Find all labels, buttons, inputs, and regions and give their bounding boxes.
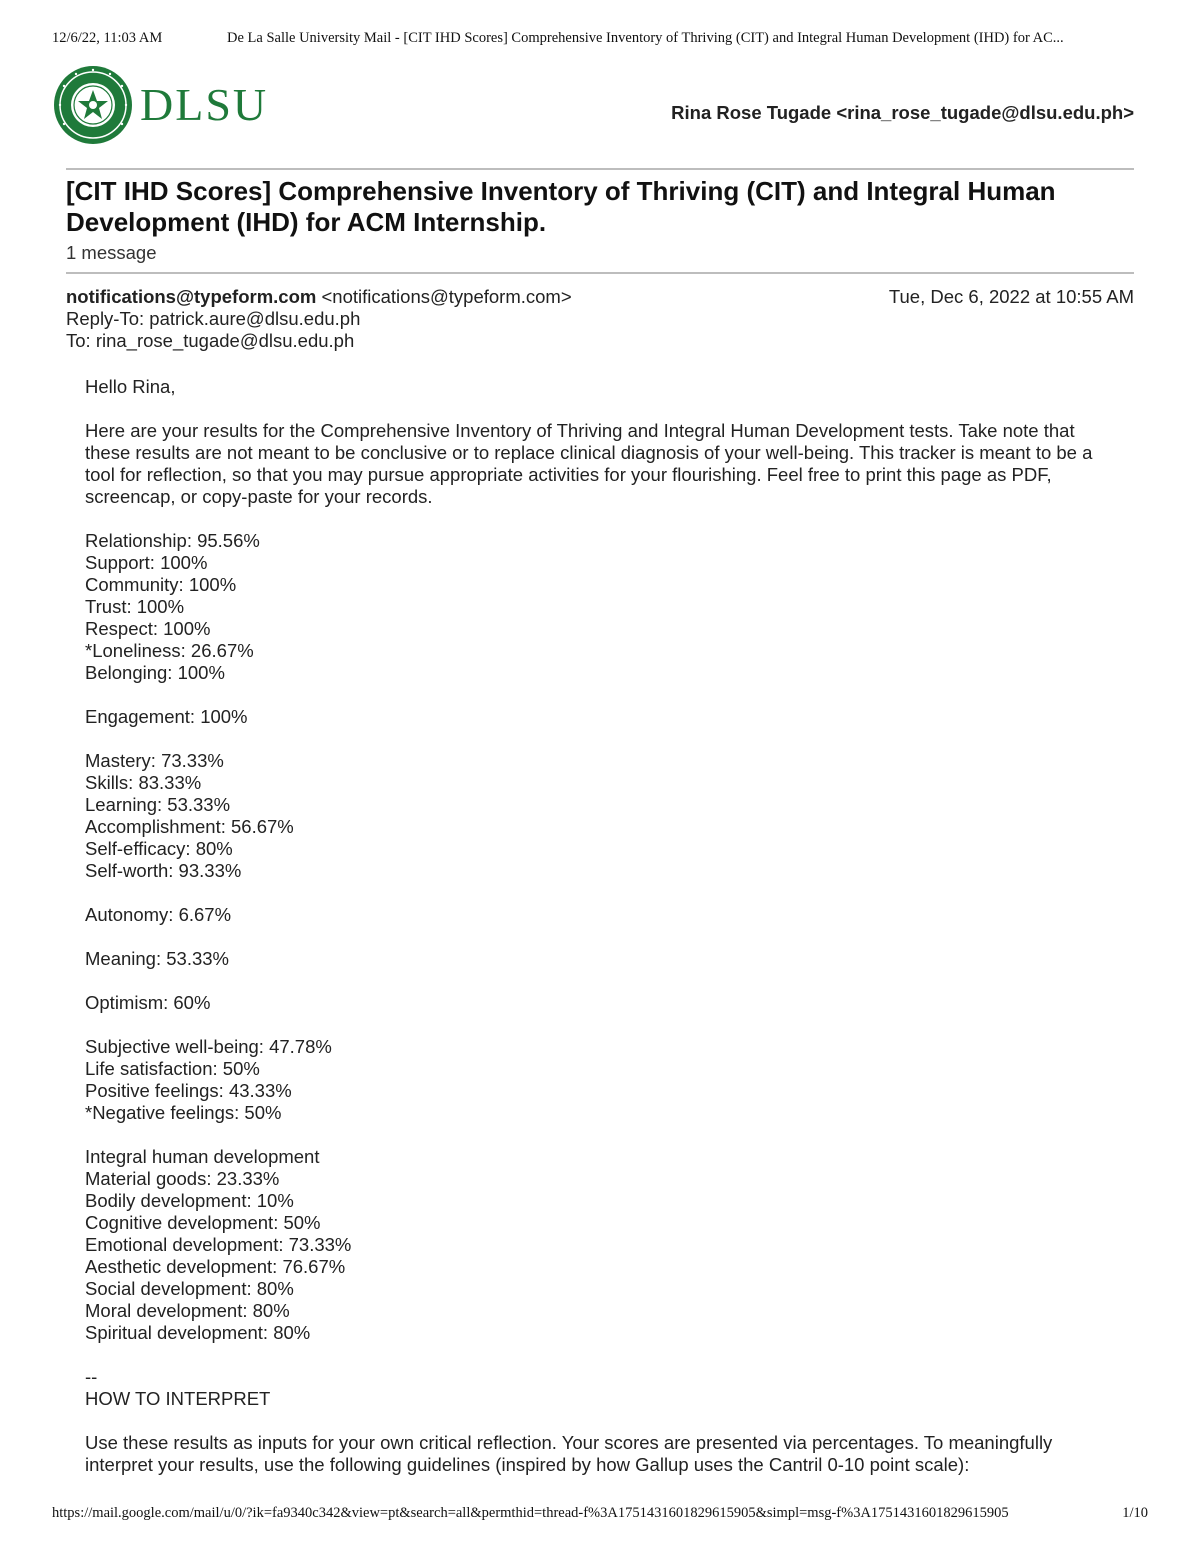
score-line: Self-worth: 93.33% xyxy=(85,860,242,881)
score-group xyxy=(85,948,1120,970)
dlsu-seal-icon xyxy=(52,64,134,146)
score-line: Mastery: 73.33% xyxy=(85,750,224,771)
divider xyxy=(66,168,1134,170)
score-line: Positive feelings: 43.33% xyxy=(85,1080,292,1101)
divider xyxy=(66,272,1134,274)
score-line: Cognitive development: 50% xyxy=(85,1212,321,1233)
score-line: Meaning: 53.33% xyxy=(85,948,229,969)
print-date: 12/6/22, 11:03 AM xyxy=(52,30,163,46)
score-line: Respect: 100% xyxy=(85,618,211,639)
from-line xyxy=(66,286,1134,308)
score-group xyxy=(85,706,1120,728)
score-line: Material goods: 23.33% xyxy=(85,1168,280,1189)
email-date: Tue, Dec 6, 2022 at 10:55 AM xyxy=(888,286,1134,307)
score-group xyxy=(85,750,1120,882)
score-line: Support: 100% xyxy=(85,552,208,573)
email-meta xyxy=(66,286,1134,352)
message-count: 1 message xyxy=(66,242,157,263)
score-group xyxy=(85,530,1120,684)
score-line: Bodily development: 10% xyxy=(85,1190,294,1211)
dlsu-logo xyxy=(52,64,268,146)
print-header xyxy=(52,30,1148,47)
score-line: Spiritual development: 80% xyxy=(85,1322,311,1343)
score-line: Community: 100% xyxy=(85,574,237,595)
score-line: *Loneliness: 26.67% xyxy=(85,640,254,661)
separator: -- xyxy=(85,1366,98,1387)
score-line: Life satisfaction: 50% xyxy=(85,1058,260,1079)
score-group xyxy=(85,1036,1120,1124)
score-line: Self-efficacy: 80% xyxy=(85,838,233,859)
print-footer xyxy=(52,1505,1148,1522)
score-line: Learning: 53.33% xyxy=(85,794,231,815)
score-line: Accomplishment: 56.67% xyxy=(85,816,294,837)
score-group xyxy=(85,904,1120,926)
email-body xyxy=(85,376,1120,1498)
interpret-paragraph: Use these results as inputs for your own critical reflection. Your scores are presented via percentages. To meaningfully interpret your results, use the following guidelines (inspired by how Gallup uses the Cantril 0-10 point scale): xyxy=(85,1432,1053,1475)
reply-to: Reply-To: patrick.aure@dlsu.edu.ph xyxy=(66,308,361,329)
intro-paragraph: Here are your results for the Comprehensive Inventory of Thriving and Integral Human Development tests. Take note that these results are not meant to be conclusive or to replace clinical diagnosis of your well-being. This tracker is meant to be a tool for reflection, so that you may pursue appropriate activities for your flourishing. Feel free to print this page as PDF, screencap, or copy-paste for your records. xyxy=(85,420,1093,507)
score-line: Emotional development: 73.33% xyxy=(85,1234,352,1255)
greeting: Hello Rina, xyxy=(85,376,176,397)
score-line: Integral human development xyxy=(85,1146,320,1167)
account-name: Rina Rose Tugade <rina_rose_tugade@dlsu.edu.ph> xyxy=(671,102,1134,123)
recipient: To: rina_rose_tugade@dlsu.edu.ph xyxy=(66,330,355,351)
score-groups xyxy=(85,530,1120,1344)
score-line: Belonging: 100% xyxy=(85,662,225,683)
score-line: Skills: 83.33% xyxy=(85,772,202,793)
score-line: Subjective well-being: 47.78% xyxy=(85,1036,332,1057)
page-number: 1/10 xyxy=(1122,1505,1148,1521)
score-line: Social development: 80% xyxy=(85,1278,294,1299)
score-line: Trust: 100% xyxy=(85,596,185,617)
score-line: Optimism: 60% xyxy=(85,992,211,1013)
sender-name: notifications@typeform.com xyxy=(66,286,317,307)
score-group xyxy=(85,992,1120,1014)
score-line: Aesthetic development: 76.67% xyxy=(85,1256,346,1277)
print-url: https://mail.google.com/mail/u/0/?ik=fa9340c342&view=pt&search=all&permthid=thread-f%3A1751431601829615905&simpl=msg-f%3A1751431601829615905 xyxy=(52,1505,1009,1521)
score-line: Autonomy: 6.67% xyxy=(85,904,232,925)
score-line: Engagement: 100% xyxy=(85,706,248,727)
email-subject: [CIT IHD Scores] Comprehensive Inventory of Thriving (CIT) and Integral Human Development (IHD) for ACM Internship. xyxy=(66,176,1056,237)
score-line: *Negative feelings: 50% xyxy=(85,1102,282,1123)
score-group xyxy=(85,1146,1120,1344)
logo-wordmark: DLSU xyxy=(140,79,269,130)
score-line: Relationship: 95.56% xyxy=(85,530,260,551)
interpret-heading: HOW TO INTERPRET xyxy=(85,1388,271,1409)
sender xyxy=(66,286,572,308)
sender-address: <notifications@typeform.com> xyxy=(321,286,572,307)
score-line: Moral development: 80% xyxy=(85,1300,290,1321)
print-title: De La Salle University Mail - [CIT IHD Scores] Comprehensive Inventory of Thriving (CIT) and Integral Human Development (IHD) for AC... xyxy=(227,30,1064,46)
